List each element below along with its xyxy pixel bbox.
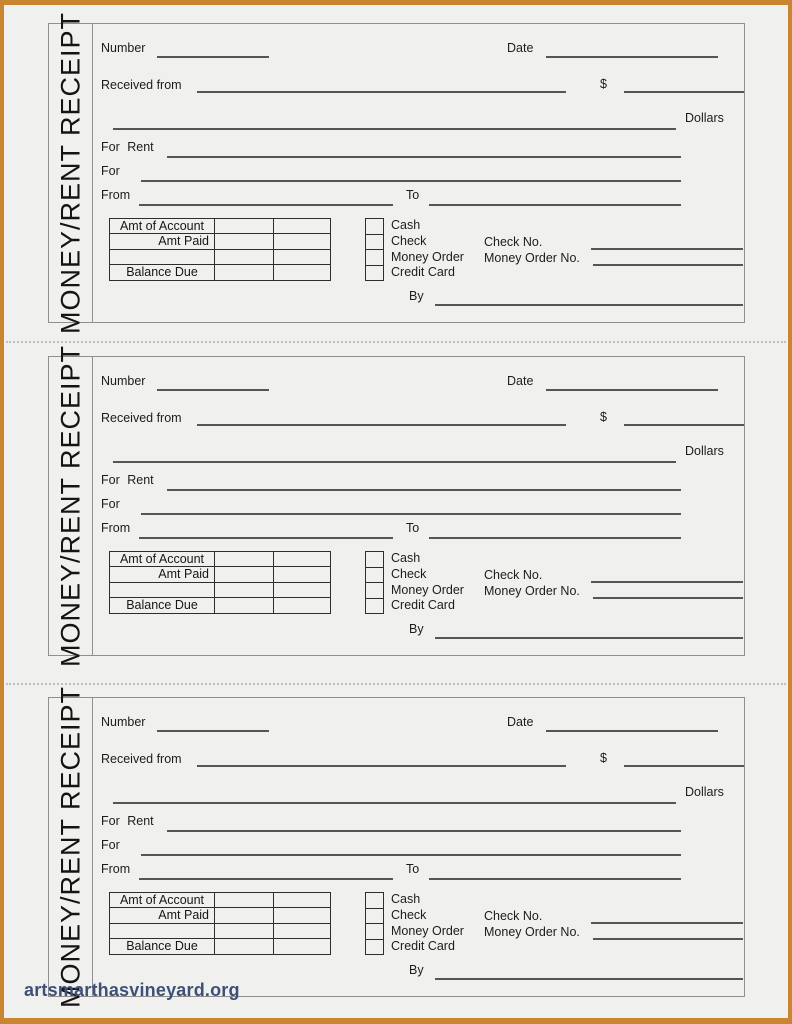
perforation-line (6, 341, 786, 343)
cash-label: Cash (391, 892, 421, 906)
amount-table-value-cell[interactable] (215, 924, 274, 939)
amount-fill-line[interactable] (624, 91, 744, 93)
dollar-sign-label: $ (600, 77, 607, 91)
by-label: By (409, 622, 424, 636)
from-fill-line[interactable] (139, 204, 393, 206)
date-fill-line[interactable] (546, 730, 718, 732)
cash-checkbox[interactable] (366, 219, 383, 235)
amount-table-row-label (110, 250, 215, 265)
by-fill-line[interactable] (435, 978, 743, 980)
amount-words-fill-line[interactable] (113, 461, 676, 463)
receipt-title-vertical: MONEY/RENT RECEIPT (55, 685, 85, 1009)
receipt-form (48, 11, 745, 335)
receipt-title-vertical: MONEY/RENT RECEIPT (55, 11, 85, 335)
for-rent-fill-line[interactable] (167, 830, 681, 832)
amount-table (109, 218, 331, 281)
for-fill-line[interactable] (141, 513, 681, 515)
amount-fill-line[interactable] (624, 424, 744, 426)
number-fill-line[interactable] (157, 389, 269, 391)
received-from-label: Received from (101, 752, 182, 766)
by-fill-line[interactable] (435, 637, 743, 639)
amount-table-value-cell[interactable] (215, 219, 274, 234)
money-order-checkbox[interactable] (366, 250, 383, 266)
for-label: For (101, 497, 120, 511)
amount-table-value-cell[interactable] (215, 567, 274, 582)
by-fill-line[interactable] (435, 304, 743, 306)
received-from-label: Received from (101, 78, 182, 92)
amount-table-value-cell[interactable] (215, 939, 274, 954)
by-label: By (409, 289, 424, 303)
money-order-label: Money Order (391, 582, 464, 597)
money-order-no-label: Money Order No. (484, 251, 580, 265)
amount-table-row-label: Balance Due (110, 598, 215, 613)
money-order-checkbox[interactable] (366, 583, 383, 599)
from-fill-line[interactable] (139, 537, 393, 539)
dollars-label: Dollars (685, 111, 724, 125)
received-from-fill-line[interactable] (197, 91, 566, 93)
check-no-label: Check No. (484, 568, 543, 582)
credit-card-checkbox[interactable] (366, 599, 383, 614)
money-order-checkbox[interactable] (366, 924, 383, 940)
from-fill-line[interactable] (139, 878, 393, 880)
credit-card-label: Credit Card (391, 939, 455, 954)
amount-table-value-cell[interactable] (215, 598, 274, 613)
for-fill-line[interactable] (141, 854, 681, 856)
for-label: For (101, 164, 120, 178)
to-fill-line[interactable] (429, 878, 681, 880)
perforation-line (6, 683, 786, 685)
payment-method-labels (391, 218, 464, 281)
payment-method-checkboxes (365, 218, 384, 281)
money-order-label: Money Order (391, 249, 464, 264)
receipt-title-vertical: MONEY/RENT RECEIPT (55, 344, 85, 668)
to-label: To (406, 188, 420, 202)
amount-table-value-cell[interactable] (215, 893, 274, 908)
check-no-fill-line[interactable] (591, 248, 743, 250)
from-label: From (101, 188, 131, 202)
amount-table-value-cell[interactable] (215, 552, 274, 567)
amount-words-fill-line[interactable] (113, 802, 676, 804)
receipt-form (48, 685, 745, 1009)
amount-table-row-label: Amt Paid (110, 908, 215, 923)
payment-method-checkboxes (365, 892, 384, 955)
dollars-label: Dollars (685, 444, 724, 458)
amount-table-value-cell[interactable] (274, 908, 330, 923)
number-fill-line[interactable] (157, 730, 269, 732)
check-label: Check (391, 907, 427, 922)
money-order-label: Money Order (391, 923, 464, 938)
money-order-no-label: Money Order No. (484, 584, 580, 598)
payment-method-labels (391, 892, 464, 955)
receipt-body (93, 698, 744, 996)
by-label: By (409, 963, 424, 977)
check-label: Check (391, 233, 427, 248)
amount-table-value-cell[interactable] (215, 265, 274, 280)
amount-table-value-cell[interactable] (274, 924, 330, 939)
from-label: From (101, 862, 131, 876)
amount-table-value-cell[interactable] (274, 219, 330, 234)
number-fill-line[interactable] (157, 56, 269, 58)
amount-table-row-label: Amt Paid (110, 234, 215, 249)
to-fill-line[interactable] (429, 204, 681, 206)
amount-table-value-cell[interactable] (274, 250, 330, 265)
number-label: Number (101, 715, 146, 729)
amount-table-value-cell[interactable] (215, 250, 274, 265)
amount-table-value-cell[interactable] (274, 893, 330, 908)
cash-label: Cash (391, 218, 421, 232)
amount-table-row-label: Balance Due (110, 939, 215, 954)
received-from-fill-line[interactable] (197, 424, 566, 426)
for-rent-label: For Rent (101, 140, 154, 154)
for-rent-label: For Rent (101, 473, 154, 487)
date-fill-line[interactable] (546, 56, 718, 58)
receipt-side-column (49, 11, 93, 335)
credit-card-checkbox[interactable] (366, 940, 383, 955)
to-label: To (406, 862, 420, 876)
to-label: To (406, 521, 420, 535)
received-from-label: Received from (101, 411, 182, 425)
dollar-sign-label: $ (600, 751, 607, 765)
number-label: Number (101, 374, 146, 388)
credit-card-checkbox[interactable] (366, 266, 383, 281)
to-fill-line[interactable] (429, 537, 681, 539)
for-fill-line[interactable] (141, 180, 681, 182)
for-rent-fill-line[interactable] (167, 156, 681, 158)
date-label: Date (507, 715, 534, 729)
check-checkbox[interactable] (366, 568, 383, 584)
amount-table-value-cell[interactable] (274, 598, 330, 613)
cash-label: Cash (391, 551, 421, 565)
amount-table (109, 551, 331, 614)
credit-card-label: Credit Card (391, 265, 455, 280)
amount-table-value-cell[interactable] (274, 567, 330, 582)
dollar-sign-label: $ (600, 410, 607, 424)
money-order-no-fill-line[interactable] (593, 264, 743, 266)
from-label: From (101, 521, 131, 535)
receipt-side-column (49, 685, 93, 1009)
money-order-no-fill-line[interactable] (593, 938, 743, 940)
check-label: Check (391, 566, 427, 581)
for-label: For (101, 838, 120, 852)
amount-table-row-label: Amt of Account (110, 552, 215, 567)
amount-table-value-cell[interactable] (215, 583, 274, 598)
amount-table-value-cell[interactable] (215, 234, 274, 249)
receipt-body (93, 24, 744, 322)
received-from-fill-line[interactable] (197, 765, 566, 767)
date-label: Date (507, 374, 534, 388)
receipt-side-column (49, 344, 93, 668)
watermark-text: artsmarthasvineyard.org (24, 980, 240, 1000)
amount-table-row-label: Amt of Account (110, 893, 215, 908)
amount-table (109, 892, 331, 955)
cash-checkbox[interactable] (366, 893, 383, 909)
receipt-form (48, 344, 745, 668)
credit-card-label: Credit Card (391, 598, 455, 613)
amount-words-fill-line[interactable] (113, 128, 676, 130)
payment-method-checkboxes (365, 551, 384, 614)
check-checkbox[interactable] (366, 909, 383, 925)
money-order-no-label: Money Order No. (484, 925, 580, 939)
amount-table-row-label: Amt of Account (110, 219, 215, 234)
check-checkbox[interactable] (366, 235, 383, 251)
amount-table-value-cell[interactable] (274, 583, 330, 598)
date-fill-line[interactable] (546, 389, 718, 391)
cash-checkbox[interactable] (366, 552, 383, 568)
amount-table-row-label (110, 924, 215, 939)
amount-table-value-cell[interactable] (274, 265, 330, 280)
check-no-label: Check No. (484, 235, 543, 249)
check-no-label: Check No. (484, 909, 543, 923)
payment-method-labels (391, 551, 464, 614)
amount-table-value-cell[interactable] (274, 234, 330, 249)
amount-table-value-cell[interactable] (215, 908, 274, 923)
check-no-fill-line[interactable] (591, 581, 743, 583)
amount-table-value-cell[interactable] (274, 552, 330, 567)
check-no-fill-line[interactable] (591, 922, 743, 924)
date-label: Date (507, 41, 534, 55)
for-rent-fill-line[interactable] (167, 489, 681, 491)
dollars-label: Dollars (685, 785, 724, 799)
amount-table-row-label (110, 583, 215, 598)
amount-table-value-cell[interactable] (274, 939, 330, 954)
amount-fill-line[interactable] (624, 765, 744, 767)
amount-table-row-label: Balance Due (110, 265, 215, 280)
for-rent-label: For Rent (101, 814, 154, 828)
money-order-no-fill-line[interactable] (593, 597, 743, 599)
number-label: Number (101, 41, 146, 55)
amount-table-row-label: Amt Paid (110, 567, 215, 582)
receipt-body (93, 357, 744, 655)
